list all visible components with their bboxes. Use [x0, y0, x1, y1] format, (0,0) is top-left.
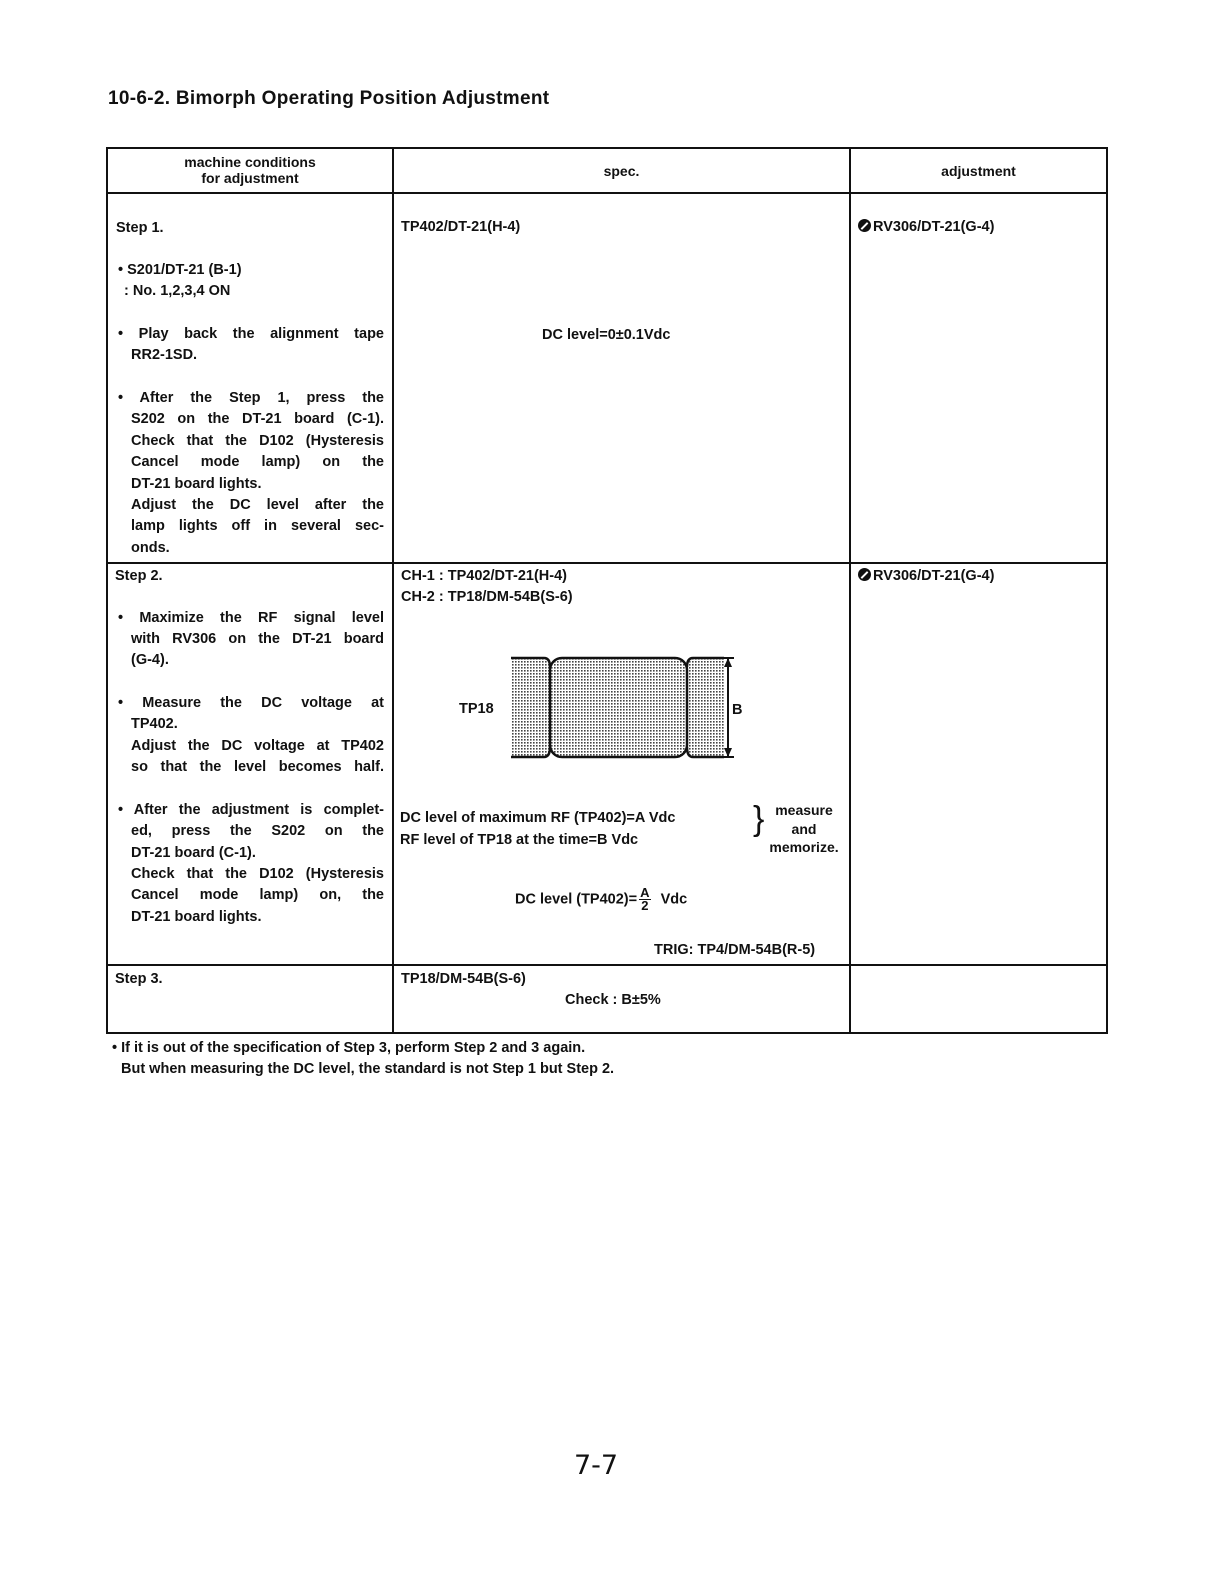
- header-conditions-line2: for adjustment: [201, 170, 299, 186]
- step1-condition: Adjust the DC level after the: [131, 497, 384, 513]
- waveform-amplitude-label: B: [732, 702, 743, 718]
- step1-condition: RR2-1SD.: [131, 347, 198, 363]
- adjustment-knob-icon: [858, 568, 871, 581]
- header-conditions-line1: machine conditions: [184, 154, 316, 170]
- adjustment-table: [106, 147, 1108, 1034]
- step2-condition: TP402.: [131, 716, 178, 732]
- section-title: 10-6-2. Bimorph Operating Position Adjustment: [108, 88, 550, 109]
- column-divider-2: [849, 147, 851, 1034]
- step2-condition: • Measure the DC voltage at: [118, 695, 384, 711]
- step1-spec-testpoint: TP402/DT-21(H-4): [401, 219, 521, 235]
- step2-label: Step 2.: [115, 568, 163, 584]
- header-adjustment: adjustment: [941, 163, 1016, 179]
- header-spec: spec.: [603, 163, 640, 179]
- step2-condition: ed, press the S202 on the: [131, 823, 384, 839]
- step1-condition: • After the Step 1, press the: [118, 390, 384, 406]
- step2-condition: DT-21 board (C-1).: [131, 845, 256, 861]
- step2-condition: Check that the D102 (Hysteresis: [131, 866, 384, 882]
- step2-spec-ch2: CH-2 : TP18/DM-54B(S-6): [401, 589, 573, 605]
- waveform-tp18-label: TP18: [459, 701, 494, 717]
- step2-condition: (G-4).: [131, 652, 169, 668]
- step1-condition: DT-21 board lights.: [131, 476, 262, 492]
- step3-spec-testpoint: TP18/DM-54B(S-6): [401, 971, 526, 987]
- step1-condition: lamp lights off in several sec-: [131, 518, 384, 534]
- brace-icon: }: [753, 800, 765, 838]
- footnote-line: • If it is out of the specification of Step 3, perform Step 2 and 3 again.: [112, 1040, 586, 1056]
- header-conditions: [108, 154, 392, 186]
- step1-condition: S202 on the DT-21 board (C-1).: [131, 411, 384, 427]
- fraction-numerator: A: [640, 885, 650, 900]
- step2-spec-ch1: CH-1 : TP402/DT-21(H-4): [401, 568, 567, 584]
- step1-condition: onds.: [131, 540, 170, 556]
- measure-note: [763, 801, 845, 857]
- adjustment-knob-icon: [858, 219, 871, 232]
- step2-adjustment: [858, 566, 994, 587]
- table-border-bottom: [106, 1032, 1108, 1034]
- row-divider-2: [106, 964, 1108, 966]
- step1-condition: • Play back the alignment tape: [118, 326, 384, 342]
- table-border-top: [106, 147, 1108, 149]
- measure-line-1: DC level of maximum RF (TP402)=A Vdc: [400, 810, 676, 826]
- fraction-denominator: 2: [641, 898, 649, 913]
- step2-condition: • Maximize the RF signal level: [118, 610, 384, 626]
- step2-condition: with RV306 on the DT-21 board: [131, 631, 384, 647]
- column-divider-1: [392, 147, 394, 1034]
- step1-condition: Check that the D102 (Hysteresis: [131, 433, 384, 449]
- footnote-line: But when measuring the DC level, the standard is not Step 1 but Step 2.: [121, 1061, 615, 1077]
- measure-note-line: measure: [775, 802, 833, 818]
- header-divider: [106, 192, 1108, 194]
- dc-level-unit: Vdc: [660, 891, 688, 908]
- step2-condition: so that the level becomes half.: [131, 759, 384, 775]
- dc-level-prefix: DC level (TP402)=: [515, 891, 638, 908]
- step2-condition: Cancel mode lamp) on, the: [131, 887, 384, 903]
- measure-line-2: RF level of TP18 at the time=B Vdc: [400, 832, 639, 848]
- step3-spec-check: Check : B±5%: [565, 992, 661, 1008]
- measure-note-line: memorize.: [769, 839, 839, 855]
- step1-condition: Cancel mode lamp) on the: [131, 454, 384, 470]
- step3-label: Step 3.: [115, 971, 163, 987]
- table-border-left: [106, 147, 108, 1034]
- step1-condition: • S201/DT-21 (B-1): [118, 262, 242, 278]
- page-number: 7-7: [574, 1450, 619, 1481]
- dc-level-fraction: [639, 887, 650, 912]
- step2-condition: DT-21 board lights.: [131, 909, 262, 925]
- row-divider-1: [106, 562, 1108, 564]
- table-border-right: [1106, 147, 1108, 1034]
- step1-condition: : No. 1,2,3,4 ON: [124, 283, 231, 299]
- step1-spec-dc-level: DC level=0±0.1Vdc: [542, 327, 671, 343]
- step2-adjustment-text: RV306/DT-21(G-4): [873, 568, 995, 584]
- dc-level-formula: [515, 887, 687, 912]
- trigger-note: TRIG: TP4/DM-54B(R-5): [654, 942, 816, 958]
- step1-adjustment: [858, 217, 994, 238]
- rf-envelope-waveform: [506, 655, 746, 765]
- step1-label: Step 1.: [116, 220, 164, 236]
- step1-adjustment-text: RV306/DT-21(G-4): [873, 219, 995, 235]
- measure-note-line: and: [791, 820, 817, 837]
- step2-condition: Adjust the DC voltage at TP402: [131, 738, 384, 754]
- step2-condition: • After the adjustment is complet-: [118, 802, 384, 818]
